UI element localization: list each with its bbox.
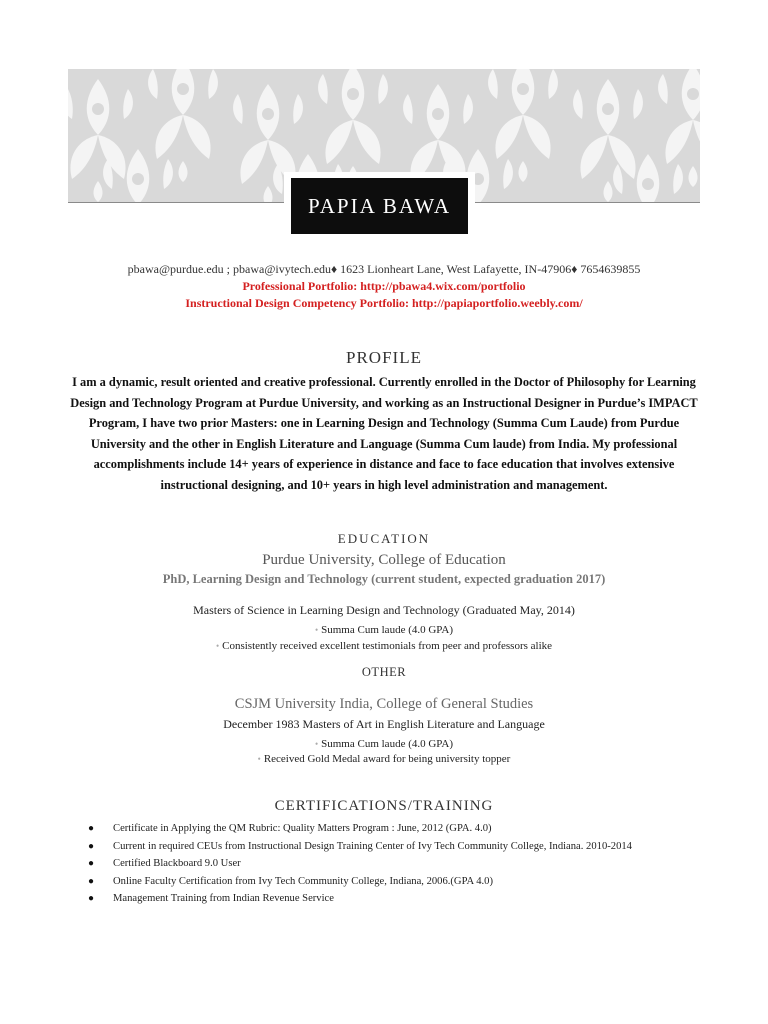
person-name: PAPIA BAWA: [308, 193, 451, 218]
bullet-icon: ●: [88, 823, 95, 834]
bullet-icon: ●: [88, 893, 95, 904]
bullet-icon: •: [314, 739, 319, 749]
name-plate: [291, 178, 468, 234]
school-purdue: Purdue University, College of Education: [262, 552, 506, 568]
bullet-icon: ●: [88, 858, 95, 869]
list-item: ● Certified Blackboard 9.0 User: [88, 857, 698, 872]
bullet-icon: •: [215, 641, 220, 651]
list-item: ● Certificate in Applying the QM Rubric: Quality Matters Program : June, 2012 (GPA. 4.0): [88, 822, 698, 837]
bullet-icon: ●: [88, 840, 95, 852]
certifications-list: [88, 822, 698, 910]
list-item: • Summa Cum laude (4.0 GPA): [314, 624, 454, 636]
other-heading: OTHER: [361, 665, 407, 679]
bullet-icon: •: [314, 625, 319, 635]
degree-masters-art: December 1983 Masters of Art in English Literature and Language: [223, 717, 545, 731]
contact-line: pbawa@purdue.edu ; pbawa@ivytech.edu♦ 1623 Lionheart Lane, West Lafayette, IN-47906♦ 7654639855: [127, 262, 641, 276]
list-item: • Consistently received excellent testimonials from peer and professors alike: [215, 640, 553, 652]
list-item: • Received Gold Medal award for being university topper: [257, 753, 511, 765]
list-item: ● Online Faculty Certification from Ivy Tech Community College, Indiana, 2006.(GPA 4.0): [88, 875, 698, 890]
profile-heading: PROFILE: [346, 348, 422, 367]
list-item: ● Current in required CEUs from Instructional Design Training Center of Ivy Tech Community College, Indiana. 2010-2014: [88, 840, 698, 855]
education-heading: EDUCATION: [337, 531, 431, 546]
school-csjm: CSJM University India, College of General Studies: [234, 696, 534, 712]
list-item: ● Management Training from Indian Revenue Service: [88, 892, 698, 907]
list-item: • Summa Cum laude (4.0 GPA): [314, 738, 454, 750]
certifications-heading: CERTIFICATIONS/TRAINING: [274, 798, 494, 814]
degree-phd: PhD, Learning Design and Technology (current student, expected graduation 2017): [162, 572, 606, 586]
professional-portfolio-link[interactable]: Professional Portfolio: http://pbawa4.wix.com/portfolio: [242, 279, 526, 293]
competency-portfolio-link[interactable]: Instructional Design Competency Portfolio: http://papiaportfolio.weebly.com/: [185, 296, 583, 310]
profile-summary: I am a dynamic, result oriented and creative professional. Currently enrolled in the Doctor of Philosophy for Learning Design and Technology Program at Purdue University, and working as an Instructional Designer in Purdue’s IMPACT Program, I have two prior Masters: one in Learning Design and Technology (Summa Cum Laude) from Purdue University and the other in English Literature and Language (Summa Cum laude) from India. My professional accomplishments include 14+ years of experience in distance and face to face education that involves extensive instructional designing, and 10+ years in high level administration and management.: [70, 375, 698, 492]
bullet-icon: ●: [88, 875, 95, 887]
degree-masters-science: Masters of Science in Learning Design and Technology (Graduated May, 2014): [193, 603, 575, 617]
bullet-icon: •: [257, 754, 261, 764]
